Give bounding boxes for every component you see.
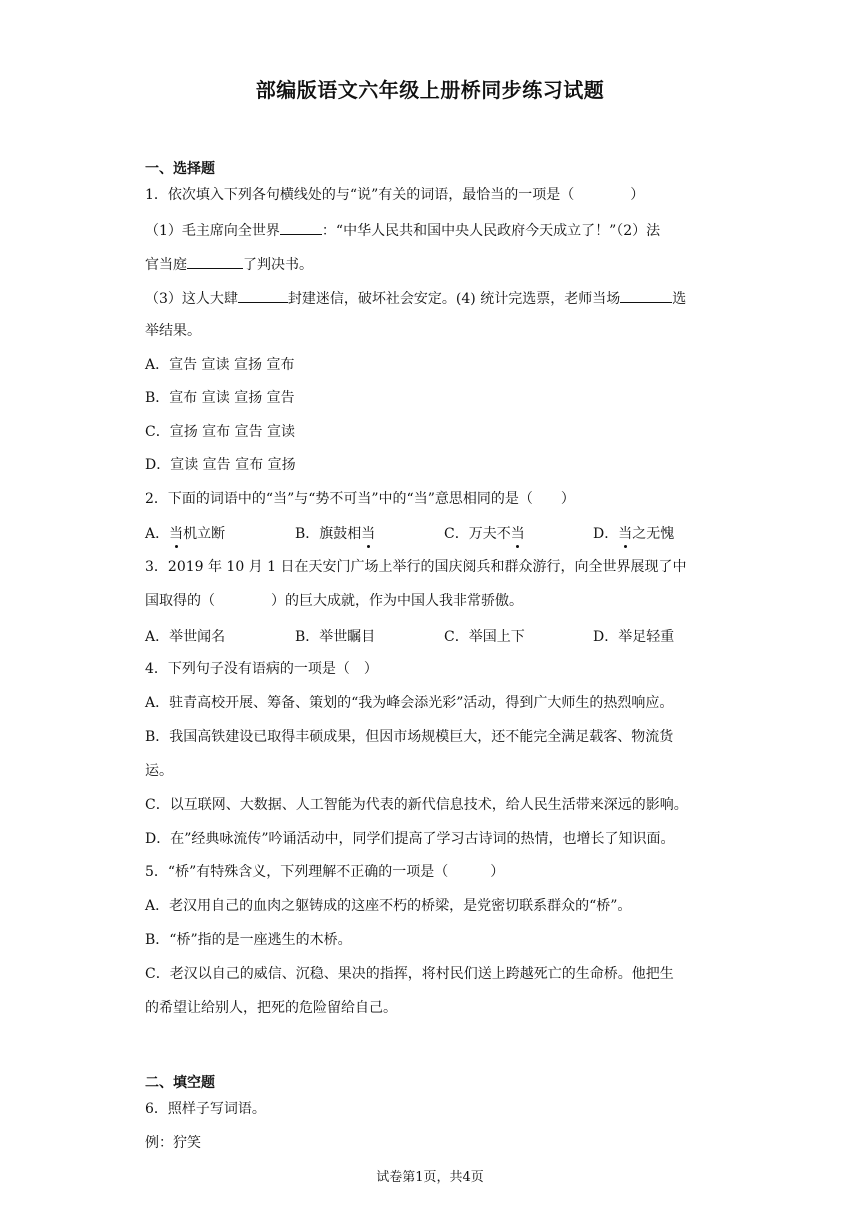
option-text: B．旗鼓相 (295, 526, 362, 542)
emphasis-dot-char: 当 (618, 523, 632, 543)
question-4-option-b-line-2[interactable]: 运。 (145, 763, 173, 779)
text: 官当庭 (145, 257, 187, 273)
text: 选 (672, 291, 687, 307)
option-text: C．万夫不 (444, 526, 511, 542)
question-6-stem: 6．照样子写词语。 (145, 1101, 266, 1117)
text: 封建迷信，破坏社会安定。(4) 统计完选票，老师当场 (287, 291, 621, 307)
question-1-option-a[interactable]: A．宣告 宣读 宣扬 宣布 (145, 357, 295, 373)
question-6-example: 例：狞笑 (145, 1135, 201, 1151)
question-5-option-b[interactable]: B．“桥”指的是一座逃生的木桥。 (145, 932, 352, 948)
question-1-stem: 1．依次填入下列各句横线处的与“说”有关的词语，最恰当的一项是（ ） (145, 187, 645, 203)
question-1-option-c[interactable]: C．宣扬 宣布 宣告 宣读 (145, 424, 296, 440)
question-4-option-b-line-1[interactable]: B．我国高铁建设已取得丰硕成果，但因市场规模巨大，还不能完全满足载客、物流货 (145, 729, 674, 745)
question-4-option-d[interactable]: D．在”经典咏流传”吟诵活动中，同学们提高了学习古诗词的热情，也增长了知识面。 (145, 831, 675, 847)
question-5-option-a[interactable]: A．老汉用自己的血肉之躯铸成的这座不朽的桥梁，是党密切联系群众的“桥”。 (145, 898, 632, 914)
blank-underline (280, 220, 322, 235)
blank-underline (187, 254, 243, 269)
question-1-option-b[interactable]: B．宣布 宣读 宣扬 宣告 (145, 390, 295, 406)
emphasis-dot-char: 当 (511, 523, 525, 543)
question-2-option-b[interactable] (295, 523, 375, 543)
text: ：“中华人民共和国中央人民政府今天成立了！”（2）法 (321, 223, 661, 239)
question-3-option-c[interactable]: C．举国上下 (444, 629, 525, 645)
question-5-stem: 5．“桥”有特殊含义，下列理解不正确的一项是（ ） (145, 864, 505, 880)
text: 了判决书。 (243, 257, 313, 273)
blank-underline (238, 288, 288, 303)
option-text: 机立断 (183, 526, 226, 542)
question-3-option-b[interactable]: B．举世瞩目 (295, 629, 376, 645)
question-1-line-5: 举结果。 (145, 323, 201, 339)
section-heading-fill: 二、填空题 (145, 1075, 215, 1091)
question-3-option-a[interactable]: A．举世闻名 (145, 629, 226, 645)
blank-underline (620, 288, 672, 303)
text: （1）毛主席向全世界 (145, 223, 280, 239)
question-2-option-d[interactable] (593, 523, 674, 543)
question-3-line-1: 3．2019 年 10 月 1 日在天安门广场上举行的国庆阅兵和群众游行，向全世界展现了中 (145, 559, 687, 575)
question-3-option-d[interactable]: D．举足轻重 (593, 629, 675, 645)
question-1-line-3 (145, 254, 313, 274)
page-footer: 试卷第1页，共4页 (376, 1170, 484, 1185)
text: （3）这人大肆 (145, 291, 238, 307)
question-1-line-4 (145, 288, 686, 308)
question-1-option-d[interactable]: D．宣读 宣告 宣布 宣扬 (145, 457, 296, 473)
question-4-option-c[interactable]: C．以互联网、大数据、人工智能为代表的新代信息技术，给人民生活带来深远的影响。 (145, 797, 688, 813)
option-text: D． (593, 526, 619, 542)
question-3-line-2: 国取得的（ ）的巨大成就，作为中国人我非常骄傲。 (145, 593, 523, 609)
section-heading-choice: 一、选择题 (145, 161, 215, 177)
question-2-option-a[interactable] (145, 523, 225, 543)
question-5-option-c-line-1[interactable]: C．老汉以自己的威信、沉稳、果决的指挥，将村民们送上跨越死亡的生命桥。他把生 (145, 966, 674, 982)
emphasis-dot-char: 当 (361, 523, 375, 543)
option-text: A． (145, 526, 170, 542)
question-2-stem: 2．下面的词语中的“当”与“势不可当”中的“当”意思相同的是（ ） (145, 491, 575, 507)
emphasis-dot-char: 当 (169, 523, 183, 543)
question-5-option-c-line-2[interactable]: 的希望让给别人，把死的危险留给自己。 (145, 1000, 397, 1016)
question-4-option-a[interactable]: A．驻青高校开展、筹备、策划的“我为峰会添光彩”活动，得到广大师生的热烈响应。 (145, 695, 674, 711)
question-2-option-c[interactable] (444, 523, 525, 543)
question-4-stem: 4．下列句子没有语病的一项是（ ） (145, 661, 378, 677)
question-1-line-2 (145, 220, 660, 240)
page-title: 部编版语文六年级上册桥同步练习试题 (255, 78, 605, 102)
option-text: 之无愧 (632, 526, 675, 542)
